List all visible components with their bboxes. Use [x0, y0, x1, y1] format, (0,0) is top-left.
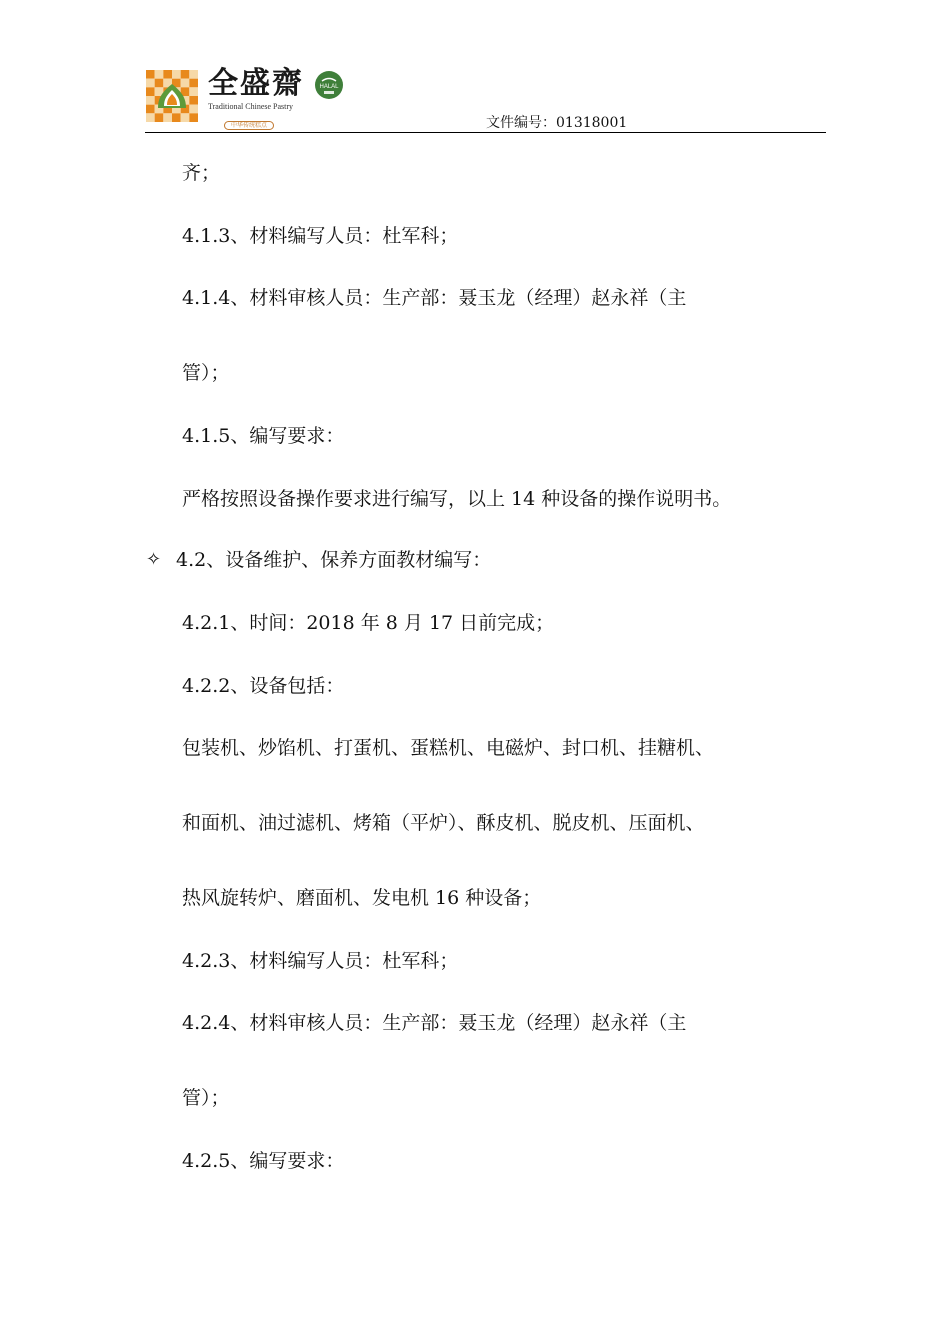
halal-badge-icon	[314, 70, 344, 100]
text-line: 4.1.4、材料审核人员：生产部：聂玉龙（经理）赵永祥（主	[182, 287, 687, 309]
section-heading: 4.2、设备维护、保养方面教材编写：	[176, 549, 492, 571]
brand-logo	[208, 66, 308, 131]
bullet-diamond-icon: ✧	[146, 549, 162, 570]
text-line: 4.2.2、设备包括：	[182, 675, 345, 697]
text-line: 包装机、炒馅机、打蛋机、蛋糕机、电磁炉、封口机、挂糖机、	[182, 737, 715, 759]
document-number: 文件编号：01318001	[486, 115, 628, 131]
text-line: 4.2.5、编写要求：	[182, 1150, 345, 1172]
text-line: 4.2.4、材料审核人员：生产部：聂玉龙（经理）赵永祥（主	[182, 1012, 687, 1034]
brand-logo-icon	[146, 70, 198, 122]
text-line: 4.2.1、时间：2018 年 8 月 17 日前完成；	[182, 612, 555, 634]
text-line: 4.1.3、材料编写人员：杜军科；	[182, 225, 459, 247]
text-line: 管）；	[182, 1087, 230, 1109]
text-line: 齐；	[182, 162, 221, 184]
text-line: 4.2.3、材料编写人员：杜军科；	[182, 950, 459, 972]
page-header	[0, 0, 950, 140]
text-line: 管）；	[182, 362, 230, 384]
brand-tagline: 中华传统糕点	[224, 121, 274, 130]
text-line: 和面机、油过滤机、烤箱（平炉）、酥皮机、脱皮机、压面机、	[182, 812, 705, 834]
text-line: 热风旋转炉、磨面机、发电机 16 种设备；	[182, 887, 542, 909]
brand-subtitle: Traditional Chinese Pastry	[208, 102, 294, 111]
text-line: 严格按照设备操作要求进行编写，以上 14 种设备的操作说明书。	[182, 488, 732, 510]
text-line: 4.1.5、编写要求：	[182, 425, 345, 447]
halal-badge-label: HALAL	[319, 84, 339, 90]
header-divider	[145, 132, 826, 133]
brand-name: 全盛齋	[208, 66, 304, 101]
